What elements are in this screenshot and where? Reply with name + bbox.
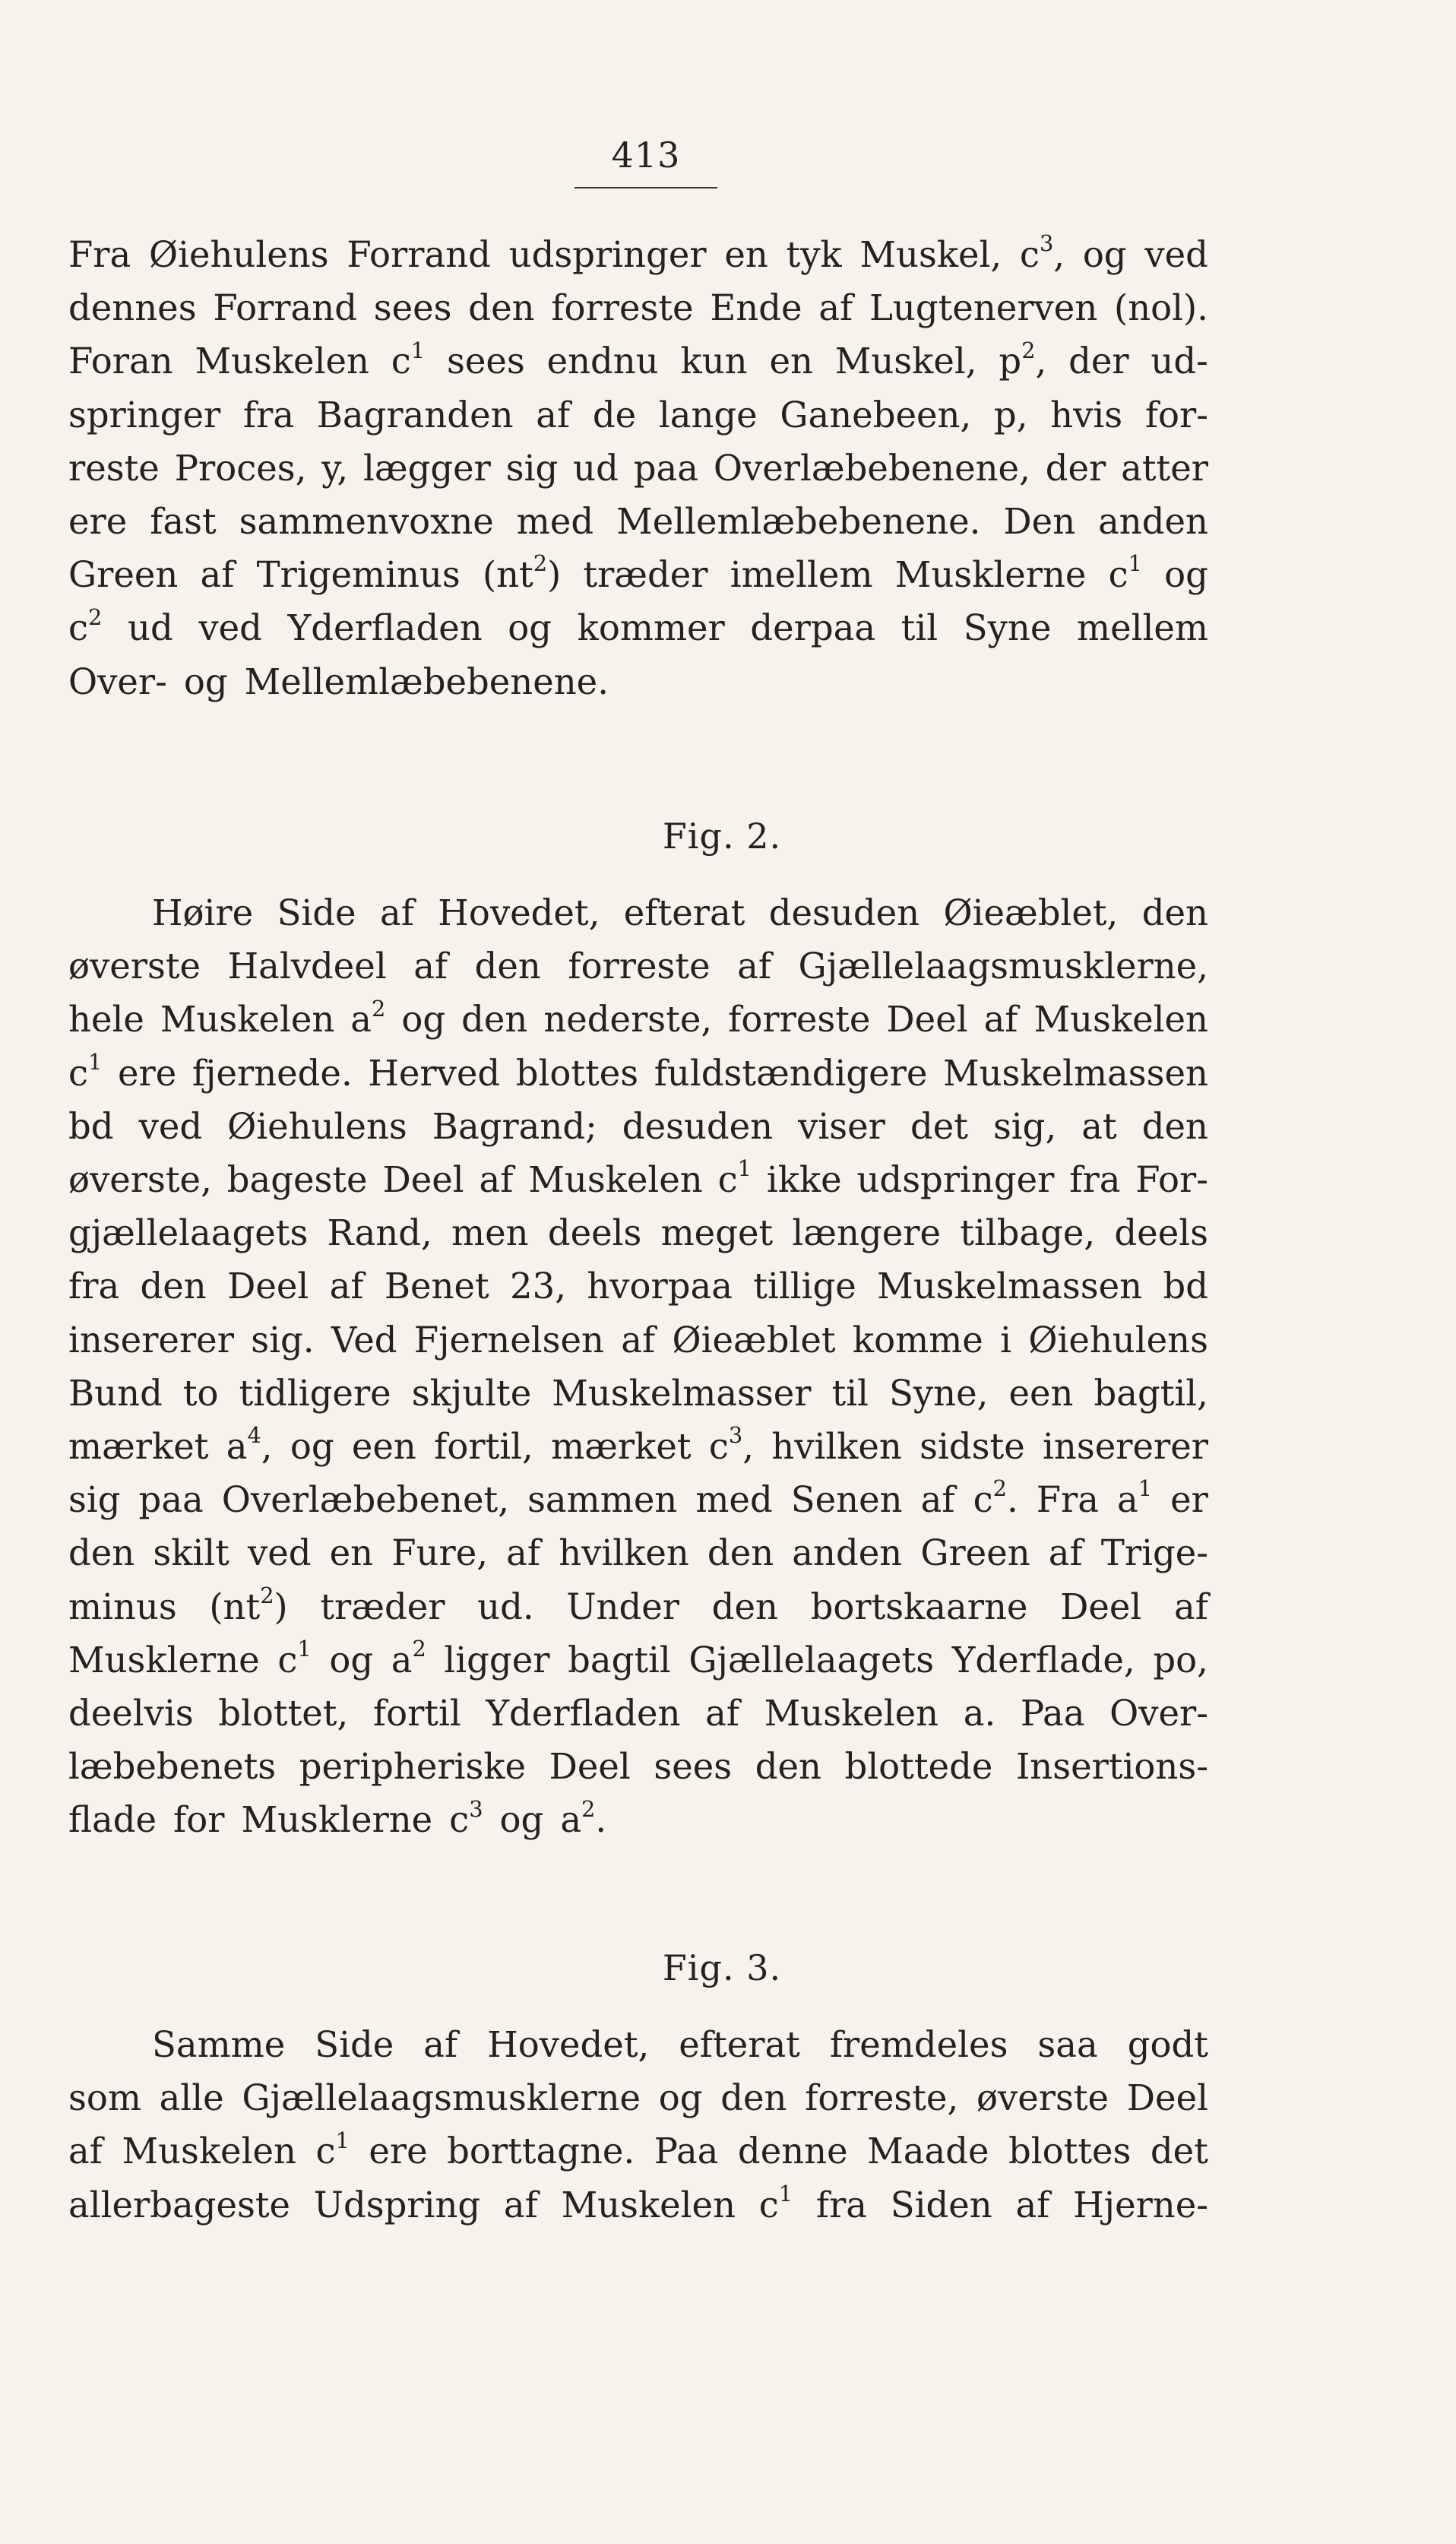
figure-2-description-line: minus $(nt^2)$ træder ud. Under den bortskaarne Deel af bbox=[68, 1582, 1208, 1627]
figure-2-description-line: mærket $a^4$, og een fortil, mærket $c^3$, hvilken sidste insererer bbox=[68, 1422, 1208, 1467]
figure-2-description-line: deelvis blottet, fortil Yderfladen af Muskelen a. Paa Over- bbox=[68, 1693, 1208, 1734]
figure-3-description-line: Samme Side af Hovedet, efterat fremdeles saa godt bbox=[152, 2024, 1208, 2065]
figure-2-description-line: insererer sig. Ved Fjernelsen af Øieæblet komme i Øiehulens bbox=[68, 1319, 1208, 1361]
figure-3-description-line: af Muskelen $c^1$ ere borttagne. Paa denne Maade blottes det bbox=[68, 2127, 1208, 2172]
figure-2-description-line: bd ved Øiehulens Bagrand; desuden viser det sig, at den bbox=[68, 1105, 1208, 1147]
intro-paragraph-line: Foran Muskelen $c^1$ sees endnu kun en Muskel, $p^2$, der ud- bbox=[68, 337, 1208, 382]
figure-2-description-line: hele Muskelen $a^2$ og den nederste, forreste Deel af Muskelen bbox=[68, 995, 1208, 1041]
intro-paragraph-line: Over- og Mellemlæbebenene. bbox=[68, 661, 609, 702]
intro-paragraph-line: ere fast sammenvoxne med Mellemlæbebenene. Den anden bbox=[68, 501, 1208, 542]
intro-paragraph-line: dennes Forrand sees den forreste Ende af Lugtenerven (nol). bbox=[68, 287, 1208, 329]
figure-3-heading: Fig. 3. bbox=[662, 1947, 782, 1988]
intro-paragraph-line: Fra Øiehulens Forrand udspringer en tyk Muskel, $c^3$, og ved bbox=[68, 230, 1208, 275]
figure-2-description-line: læbebenets peripheriske Deel sees den blottede Insertions- bbox=[68, 1746, 1208, 1788]
page-number: 413 bbox=[611, 135, 681, 176]
figure-2-description-line: den skilt ved en Fure, af hvilken den anden Green af Trige- bbox=[68, 1532, 1208, 1574]
figure-2-description-line: gjællelaagets Rand, men deels meget længere tilbage, deels bbox=[68, 1212, 1208, 1254]
figure-2-description-line: øverste Halvdeel af den forreste af Gjællelaagsmusklerne, bbox=[68, 946, 1208, 987]
intro-paragraph-line: Green af Trigeminus $(nt^2)$ træder imellem Musklerne $c^1$ og bbox=[68, 550, 1208, 596]
figure-2-description-line: Høire Side af Hovedet, efterat desuden Øieæblet, den bbox=[152, 892, 1208, 933]
figure-3-description-line: som alle Gjællelaagsmusklerne og den forreste, øverste Deel bbox=[68, 2077, 1208, 2119]
figure-2-description-line: Bund to tidligere skjulte Muskelmasser til Syne, een bagtil, bbox=[68, 1372, 1208, 1414]
intro-paragraph-line: $c^2$ ud ved Yderfladen og kommer derpaa til Syne mellem bbox=[68, 604, 1208, 649]
intro-paragraph-line: springer fra Bagranden af de lange Ganebeen, p, hvis for- bbox=[68, 394, 1208, 436]
figure-2-description-line: Musklerne $c^1$ og $a^2$ ligger bagtil Gjællelaagets Yderflade, po, bbox=[68, 1635, 1208, 1681]
figure-2-description-line: øverste, bageste Deel af Muskelen $c^1$ ikke udspringer fra For- bbox=[68, 1155, 1208, 1200]
intro-paragraph-line: reste Proces, y, lægger sig ud paa Overlæbebenene, der atter bbox=[68, 447, 1208, 489]
figure-2-description-line: fra den Deel af Benet 23, hvorpaa tillige Muskelmassen bd bbox=[68, 1266, 1208, 1307]
figure-2-heading: Fig. 2. bbox=[662, 816, 782, 857]
figure-2-description-line: $c^1$ ere fjernede. Herved blottes fuldstændigere Muskelmassen bbox=[68, 1048, 1208, 1094]
page-number-rule bbox=[574, 187, 717, 189]
figure-2-description-line: sig paa Overlæbebenet, sammen med Senen af $c^2$. Fra $a^1$ er bbox=[68, 1475, 1208, 1521]
figure-3-description-line: allerbageste Udspring af Muskelen $c^1$ fra Siden af Hjerne- bbox=[68, 2180, 1208, 2226]
figure-2-description-line: flade for Musklerne $c^3$ og $a^2$. bbox=[68, 1795, 607, 1841]
